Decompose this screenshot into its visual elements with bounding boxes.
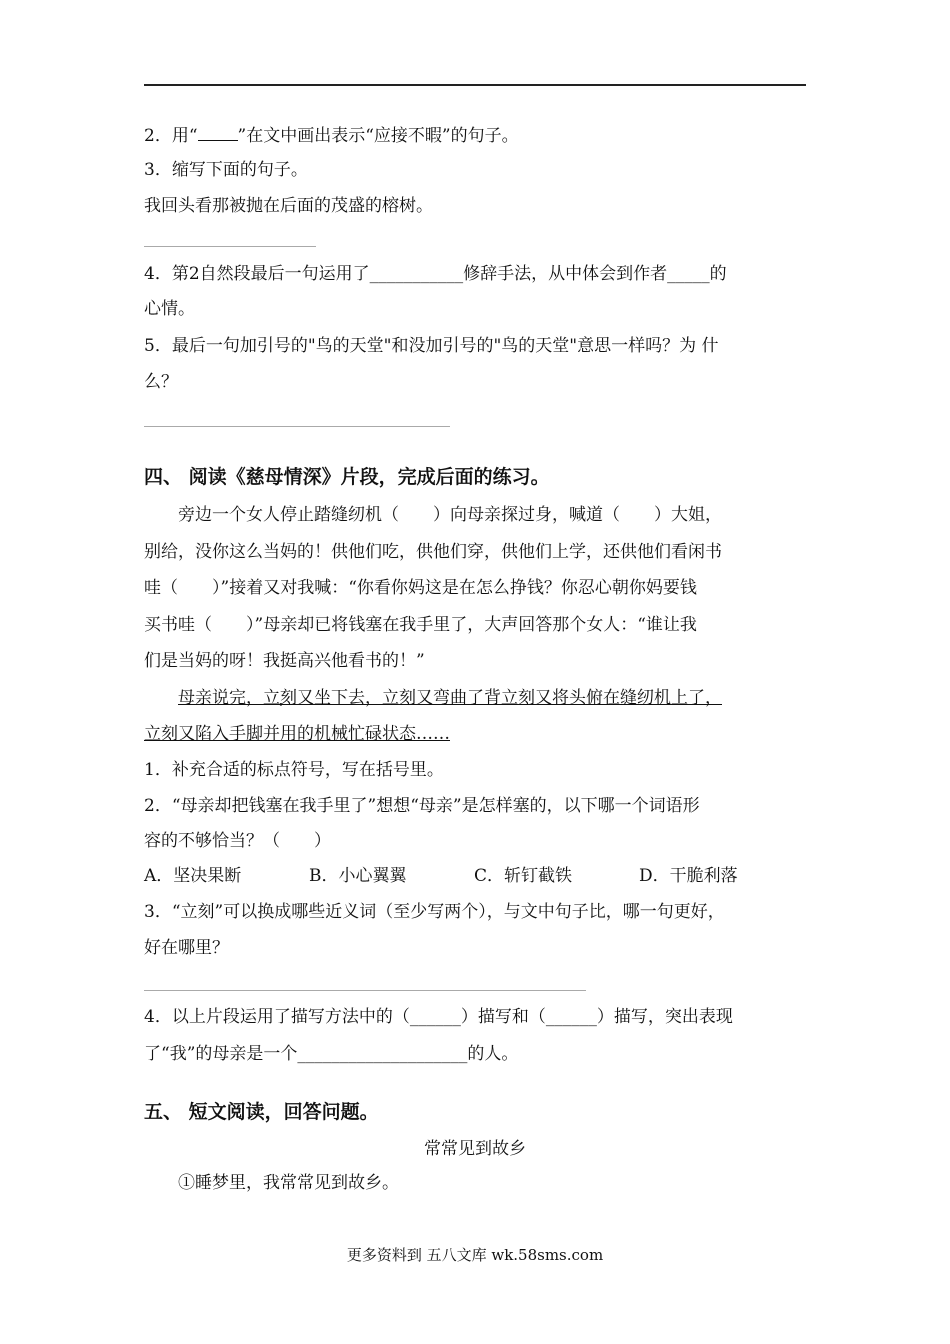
section-4-heading: 四、 阅读《慈母情深》片段，完成后面的练习。 <box>144 466 550 488</box>
article-paragraph-1: ①睡梦里，我常常见到故乡。 <box>178 1173 399 1193</box>
passage-line: 买书哇（ ）”母亲却已将钱塞在我手里了，大声回答那个女人：“谁让我 <box>144 615 697 635</box>
underlined-passage-line1: 母亲说完，立刻又坐下去，立刻又弯曲了背立刻又将头俯在缝纫机上了， <box>178 688 722 708</box>
passage-line: 们是当妈的呀！我挺高兴他看书的！” <box>144 651 425 671</box>
question-2: 2．用“ ”在文中画出表示“应接不暇”的句子。 <box>144 126 519 146</box>
passage-line: 哇（ ）”接着又对我喊：“你看你妈这是在怎么挣钱？你忍心朝你妈要钱 <box>144 578 697 598</box>
question-4-line2: 心情。 <box>144 299 195 319</box>
question-3-title: 3．缩写下面的句子。 <box>144 160 308 180</box>
question-3-sentence: 我回头看那被抛在后面的茂盛的榕树。 <box>144 196 433 216</box>
section-4-question-3-line2: 好在哪里？ <box>144 938 229 958</box>
answer-line <box>144 246 316 247</box>
answer-line <box>144 990 586 991</box>
question-5-line1: 5．最后一句加引号的"鸟的天堂"和没加引号的"鸟的天堂"意思一样吗？为 什 <box>144 336 719 356</box>
section-4-question-1: 1．补充合适的标点符号，写在括号里。 <box>144 760 444 780</box>
emphasis-dots: 立刻 <box>263 688 297 708</box>
passage-line: 别给，没你这么当妈的！供他们吃，供他们穿，供他们上学，还供他们看闲书 <box>144 542 722 562</box>
footer-text: 更多资料到 五八文库 wk.58sms.com <box>346 1246 604 1264</box>
answer-options <box>144 864 738 888</box>
option-d: D．干脆利落 <box>639 866 738 886</box>
underline-sample <box>198 124 238 141</box>
question-5-line2: 么？ <box>144 372 178 392</box>
article-title: 常常见到故乡 <box>424 1139 526 1159</box>
section-4-question-4-line2: 了“我”的母亲是一个____________________的人。 <box>144 1044 519 1064</box>
section-4-question-4-line1: 4．以上片段运用了描写方法中的（______）描写和（______）描写，突出表现 <box>144 1007 733 1027</box>
section-4-question-2-line2: 容的不够恰当？（ ） <box>144 831 331 851</box>
header-rule <box>144 84 806 86</box>
option-b: B．小心翼翼 <box>309 866 407 886</box>
question-4-line1: 4．第2自然段最后一句运用了___________修辞手法，从中体会到作者_____的 <box>144 264 727 284</box>
section-4-question-2-line1: 2．“母亲却把钱塞在我手里了”想想“母亲”是怎样塞的，以下哪一个词语形 <box>144 796 700 816</box>
passage-line: 旁边一个女人停止踏缝纫机（ ）向母亲探过身，喊道（ ）大姐， <box>178 505 722 525</box>
option-c: C．斩钉截铁 <box>474 866 573 886</box>
section-5-heading: 五、 短文阅读，回答问题。 <box>144 1101 379 1123</box>
answer-line <box>144 426 450 427</box>
underlined-passage-line2: 立刻又陷入手脚并用的机械忙碌状态…… <box>144 724 450 744</box>
section-4-question-3-line1: 3．“立刻”可以换成哪些近义词（至少写两个），与文中句子比，哪一句更好， <box>144 902 725 922</box>
option-a: A．坚决果断 <box>144 866 242 886</box>
